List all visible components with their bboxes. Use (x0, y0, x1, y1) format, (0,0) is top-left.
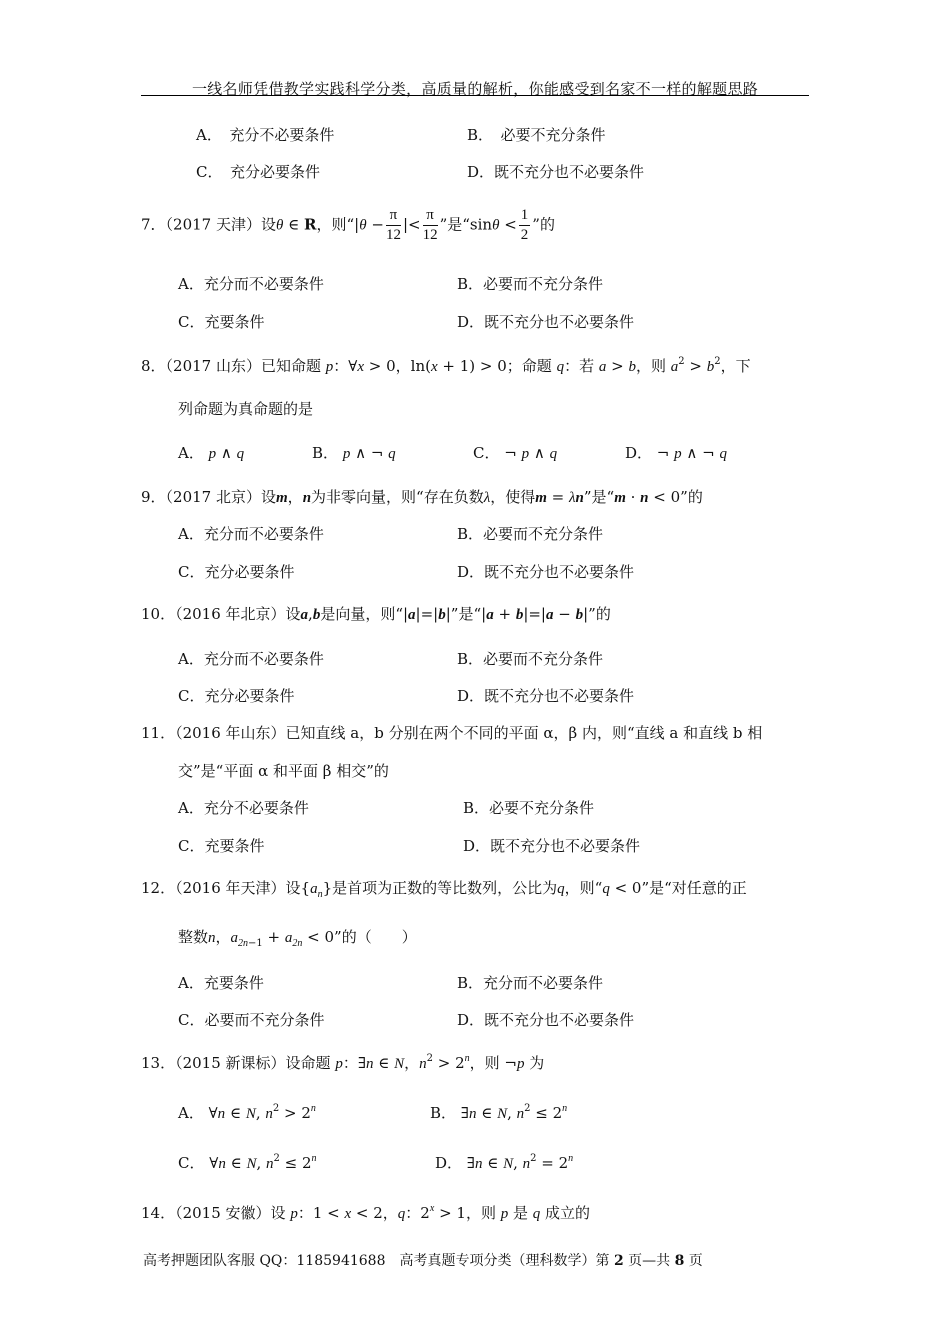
q8-option-d: D． ¬ p ∧ ¬ q (625, 444, 727, 462)
q10-option-c: C．充分必要条件 (178, 687, 295, 705)
q7-option-a: A．充分而不必要条件 (178, 275, 324, 293)
page-total: 8 (674, 1253, 685, 1269)
question-8: 8．（2017 山东）已知命题 p：∀x > 0，ln(x + 1) > 0；命题 q：若 a > b，则 $a^2 > b^2$，下 (141, 356, 751, 375)
q11-option-a: A．充分不必要条件 (178, 799, 309, 817)
q11-option-d: D．既不充分也不必要条件 (463, 837, 641, 855)
q11-option-c: C．充要条件 (178, 837, 265, 855)
q8-option-b: B． p ∧ ¬ q (312, 444, 396, 462)
q11-option-b: B．必要不充分条件 (463, 799, 595, 817)
page-header: 一线名师凭借教学实践科学分类，高质量的解析，你能感受到名家不一样的解题思路 (191, 80, 759, 98)
page-footer: 高考押题团队客服 QQ：1185941688 高考真题专项分类（理科数学）第 2 页—共 8 页 (143, 1253, 703, 1269)
q12-option-b: B．充分而不必要条件 (457, 974, 604, 992)
q7-frac-2: $\frac{\pi}{12}$ (422, 207, 438, 243)
q10-option-a: A．充分而不必要条件 (178, 650, 324, 668)
q13-option-b: B． ∃n ∈ N, $n^2 \le 2^n$ (430, 1103, 568, 1122)
q7-option-b: B．必要而不充分条件 (457, 275, 604, 293)
q13-option-d: D． ∃n ∈ N, $n^2 = 2^n$ (435, 1153, 574, 1172)
page-number: 2 (613, 1253, 624, 1269)
question-12: 12．（2016 年天津）设$\{a_n\}$是首项为正数的等比数列，公比为q，则“q < 0”是“对任意的正 (141, 879, 747, 900)
q9-option-b: B．必要而不充分条件 (457, 525, 604, 543)
q10-option-b: B．必要而不充分条件 (457, 650, 604, 668)
q12-option-a: A．充要条件 (178, 974, 264, 992)
q7-option-d: D．既不充分也不必要条件 (457, 313, 635, 331)
q13-option-c: C． ∀n ∈ N, $n^2 \le 2^n$ (178, 1153, 317, 1172)
q6-option-c: C． 充分必要条件 (196, 163, 320, 181)
question-9: 9．（2017 北京）设m，n为非零向量，则“存在负数λ，使得m = λn”是“m · n < 0”的 (141, 488, 703, 506)
q9-option-c: C．充分必要条件 (178, 563, 295, 581)
header-rule (141, 95, 809, 96)
q6-option-a: A． 充分不必要条件 (196, 126, 335, 144)
q12-option-d: D．既不充分也不必要条件 (457, 1011, 635, 1029)
q7-frac-1: $\frac{\pi}{12}$ (385, 207, 401, 243)
question-11-line1: 11．（2016 年山东）已知直线 a，b 分别在两个不同的平面 α，β 内，则“直线 a 和直线 b 相 (141, 724, 763, 742)
q9-option-a: A．充分而不必要条件 (178, 525, 324, 543)
q12-option-c: C．必要而不充分条件 (178, 1011, 325, 1029)
question-10: 10．（2016 年北京）设a,b是向量，则“|a|=|b|”是“|a + b|=|a − b|”的 (141, 605, 611, 623)
q8-option-c: C． ¬ p ∧ q (473, 444, 558, 462)
q9-option-d: D．既不充分也不必要条件 (457, 563, 635, 581)
q13-option-a: A． ∀n ∈ N, $n^2 > 2^n$ (178, 1103, 316, 1122)
q8-option-a: A． p ∧ q (178, 444, 245, 462)
question-8-line2: 列命题为真命题的是 (178, 400, 314, 418)
question-13: 13．（2015 新课标）设命题 p：∃n ∈ N，$n^2 > 2^n$，则 ¬p 为 (141, 1053, 545, 1072)
q10-option-d: D．既不充分也不必要条件 (457, 687, 635, 705)
question-14: 14．（2015 安徽）设 p：1 < x < 2，q：$2^x > 1$，则 p 是 q 成立的 (141, 1203, 591, 1222)
question-11-line2: 交”是“平面 α 和平面 β 相交”的 (178, 762, 389, 780)
q6-option-b: B． 必要不充分条件 (467, 126, 606, 144)
question-12-line2: 整数n，$a_{2n-1} + a_{2n} < 0$”的（ ） (178, 928, 417, 949)
q6-option-d: D．既不充分也不必要条件 (467, 163, 645, 181)
question-7: 7．（2017 天津）设θ ∈ R，则“|θ − $\frac{\pi}{12}$ |< $\frac{\pi}{12}$ ”是“sinθ < $\frac{1}{2}$ ”的 (141, 207, 555, 243)
q7-option-c: C．充要条件 (178, 313, 265, 331)
q7-frac-3: $\frac{1}{2}$ (520, 207, 529, 243)
